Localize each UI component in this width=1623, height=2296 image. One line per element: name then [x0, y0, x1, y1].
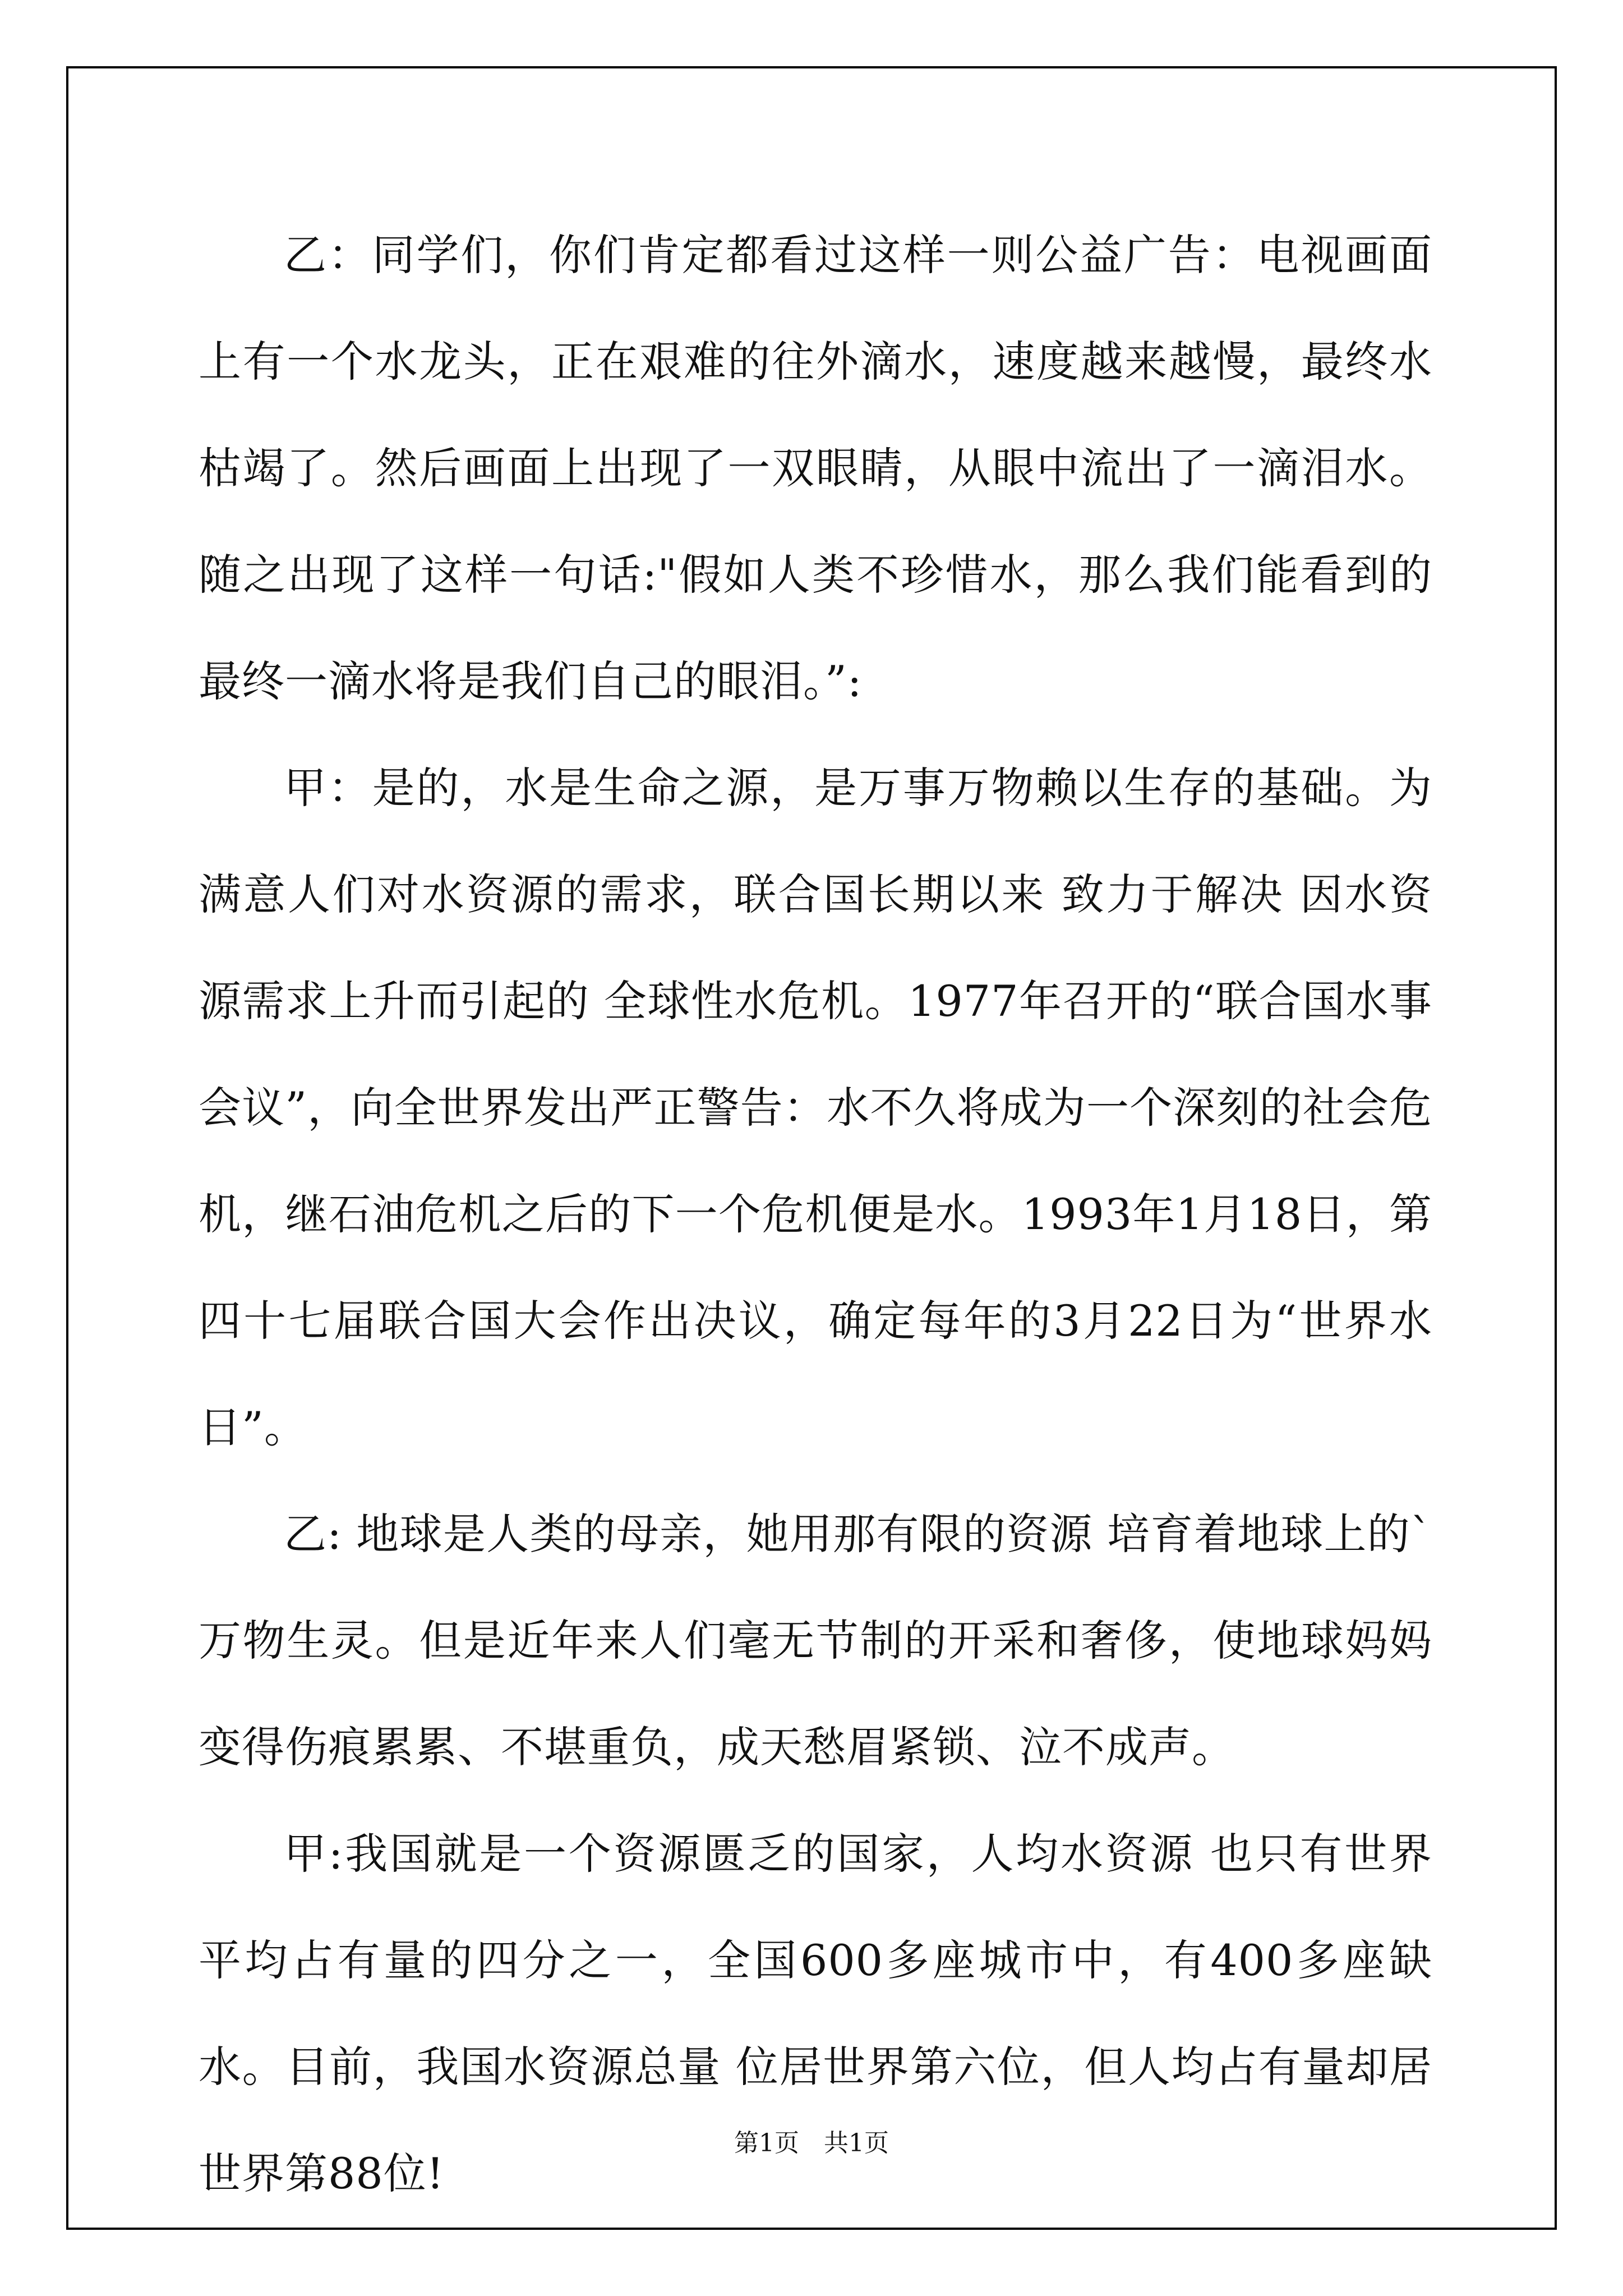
- paragraph-1: 乙：同学们，你们肯定都看过这样一则公益广告：电视画面上有一个水龙头，正在艰难的往外滴水，速度越来越慢，最终水枯竭了。然后画面上出现了一双眼睛，从眼中流出了一滴泪水。随之出现了这样一句话:"假如人类不珍惜水，那么我们能看到的最终一滴水将是我们自己的眼泪。”:: [199, 230, 1432, 706]
- paragraph-2: 甲：是的，水是生命之源，是万事万物赖以生存的基础。为满意人们对水资源的需求，联合国长期以来 致力于解决 因水资源需求上升而引起的 全球性水危机。1977年召开的“联合国水事会议”，向全世界发出严正警告：水不久将成为一个深刻的社会危机，继石油危机之后的下一个危机便是水。1993年1月18日，第四十七届联合国大会作出决议，确定每年的3月22日为“世界水日”。: [199, 763, 1432, 1452]
- paragraph-4: 甲:我国就是一个资源匮乏的国家，人均水资源 也只有世界平均占有量的四分之一，全国600多座城市中，有400多座缺水。目前，我国水资源总量 位居世界第六位，但人均占有量却居世界第88位!: [199, 1829, 1432, 2198]
- document-body: [199, 202, 1432, 2227]
- paragraph-3: 乙: 地球是人类的母亲，她用那有限的资源 培育着地球上的`万物生灵。但是近年来人们毫无节制的开采和奢侈，使地球妈妈变得伤痕累累、不堪重负，成天愁眉紧锁、泣不成声。: [199, 1509, 1432, 1772]
- page-footer: 第1页 共1页: [734, 2129, 889, 2157]
